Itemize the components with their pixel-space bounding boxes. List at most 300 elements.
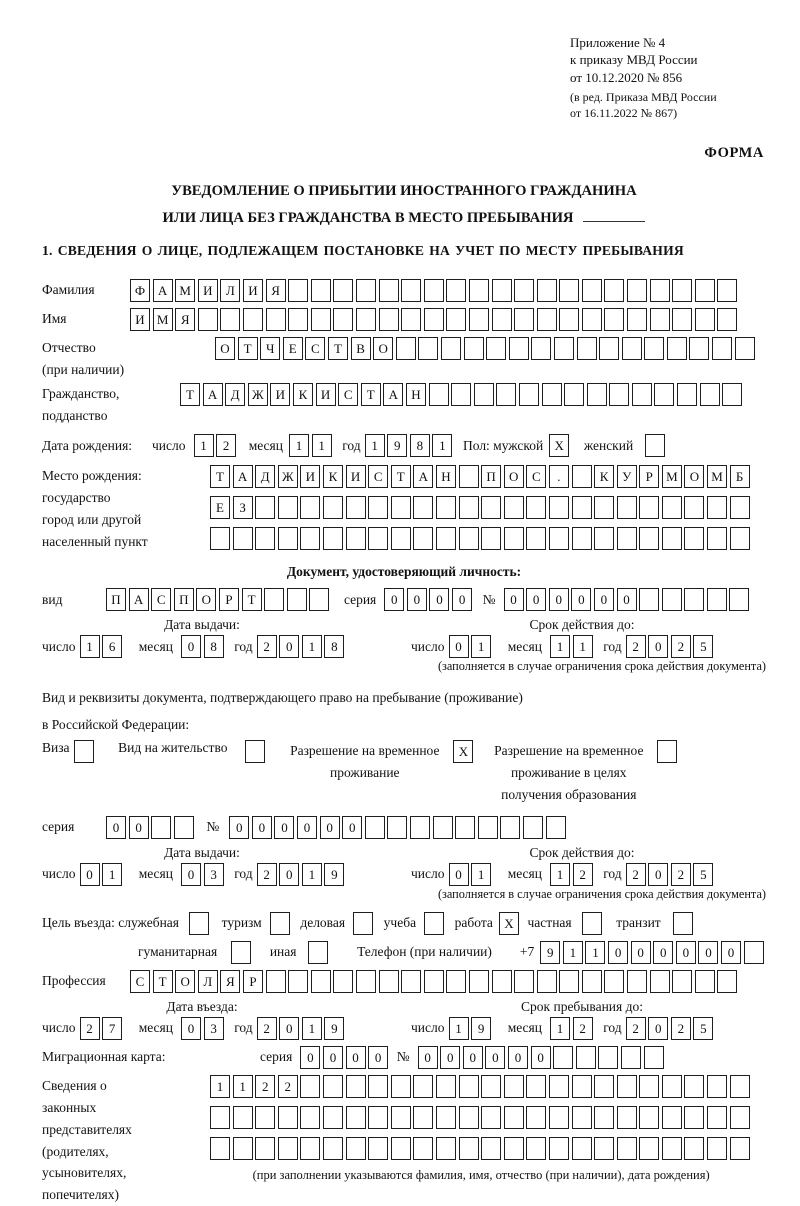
birth-day-boxes xyxy=(194,434,239,457)
form-cell: 1 xyxy=(471,863,491,886)
form-cell: 9 xyxy=(540,941,560,964)
form-cell xyxy=(735,337,755,360)
given-name-row xyxy=(42,308,766,331)
form-cell xyxy=(500,816,520,839)
permit-series-label: серия xyxy=(42,819,75,835)
form-cell: 9 xyxy=(471,1017,491,1040)
form-cell: У xyxy=(617,465,637,488)
form-cell xyxy=(504,1075,524,1098)
form-cell xyxy=(418,337,438,360)
form-cell: 0 xyxy=(449,863,469,886)
form-cell xyxy=(729,588,749,611)
form-cell xyxy=(617,1075,637,1098)
representatives-label: Сведения о законных представителях (родителях, усыновителях, попечителях) xyxy=(42,1077,132,1203)
form-cell xyxy=(684,1106,704,1129)
form-cell xyxy=(677,383,697,406)
sex-male-label: Пол: мужской xyxy=(463,437,544,453)
validity-note: (заполняется в случае ограничения срока действия документа) xyxy=(437,659,766,674)
form-cell xyxy=(379,308,399,331)
entry-year-boxes xyxy=(257,1017,347,1040)
birthplace-boxes-col xyxy=(210,465,752,558)
form-cell: 9 xyxy=(324,863,344,886)
form-cell: 1 xyxy=(365,434,385,457)
temp-permit-label: Разрешение на временное проживание xyxy=(290,743,440,781)
form-cell xyxy=(662,1106,682,1129)
form-cell xyxy=(514,279,534,302)
form-cell xyxy=(300,1106,320,1129)
form-cell xyxy=(492,279,512,302)
doc-kind-label: вид xyxy=(42,591,63,607)
form-cell xyxy=(639,588,659,611)
form-cell xyxy=(609,383,629,406)
valid-until-header: Срок действия до: xyxy=(529,844,635,860)
form-cell: 5 xyxy=(693,863,713,886)
form-cell xyxy=(587,383,607,406)
form-cell xyxy=(672,970,692,993)
form-cell xyxy=(255,1106,275,1129)
identity-doc-row xyxy=(42,588,766,611)
form-cell xyxy=(278,1137,298,1160)
form-cell xyxy=(478,816,498,839)
doc-number-boxes xyxy=(504,588,753,611)
form-cell xyxy=(572,1075,592,1098)
form-cell xyxy=(481,1075,501,1098)
form-cell: 8 xyxy=(324,635,344,658)
form-cell xyxy=(526,1137,546,1160)
appendix-line: к приказу МВД России xyxy=(570,52,698,68)
form-cell xyxy=(707,1137,727,1160)
form-cell xyxy=(278,496,298,519)
form-cell: 1 xyxy=(194,434,214,457)
form-cell: . xyxy=(549,465,569,488)
surname-row xyxy=(42,279,766,302)
surname-boxes xyxy=(130,279,740,302)
form-cell xyxy=(231,941,251,964)
form-cell: Р xyxy=(219,588,239,611)
form-cell xyxy=(346,496,366,519)
form-cell xyxy=(368,1075,388,1098)
birth-month-boxes xyxy=(289,434,334,457)
form-cell: О xyxy=(215,337,235,360)
form-cell xyxy=(531,337,551,360)
form-cell xyxy=(572,465,592,488)
permit-series-boxes xyxy=(106,816,196,839)
form-cell: 0 xyxy=(320,816,340,839)
form-cell: Ж xyxy=(248,383,268,406)
form-cell xyxy=(639,1106,659,1129)
purpose-label: Цель въезда: служебная xyxy=(42,915,179,931)
sex-male-checkbox xyxy=(549,434,572,457)
form-cell: 0 xyxy=(449,635,469,658)
form-cell: 0 xyxy=(274,816,294,839)
doc-dates-row xyxy=(42,635,766,658)
citizenship-boxes xyxy=(180,383,745,406)
visa-checkbox xyxy=(74,740,97,763)
form-cell xyxy=(707,527,727,550)
form-cell xyxy=(436,1106,456,1129)
form-cell: 0 xyxy=(508,1046,528,1069)
form-cell: Л xyxy=(198,970,218,993)
form-cell xyxy=(391,1106,411,1129)
stay-year-boxes xyxy=(626,1017,716,1040)
form-type-label: ФОРМА xyxy=(704,145,764,162)
residence-doc-paragraph: Вид и реквизиты документа, подтверждающего право на пребывание (проживание) в Российской Федерации: xyxy=(42,690,523,733)
form-cell xyxy=(396,337,416,360)
edu-permit-label: Разрешение на временное проживание в целях получения образования xyxy=(494,743,644,803)
form-cell xyxy=(233,1106,253,1129)
form-cell xyxy=(673,912,693,935)
form-cell xyxy=(210,1137,230,1160)
form-cell xyxy=(323,496,343,519)
form-cell: 1 xyxy=(102,863,122,886)
form-cell xyxy=(730,1106,750,1129)
form-cell xyxy=(446,308,466,331)
form-cell: Ч xyxy=(260,337,280,360)
form-cell: Ж xyxy=(278,465,298,488)
form-cell: В xyxy=(351,337,371,360)
form-cell: И xyxy=(130,308,150,331)
transit-label: транзит xyxy=(616,915,661,931)
form-cell: 0 xyxy=(106,816,126,839)
form-cell xyxy=(639,1075,659,1098)
form-cell: 0 xyxy=(452,588,472,611)
day-label: число xyxy=(42,638,76,654)
form-cell: 0 xyxy=(80,863,100,886)
doc-issue-year-boxes xyxy=(257,635,347,658)
form-cell xyxy=(356,308,376,331)
doc-dates-headers xyxy=(42,617,766,633)
form-cell xyxy=(365,816,385,839)
form-cell xyxy=(712,337,732,360)
entry-dates-headers xyxy=(42,999,766,1015)
form-cell xyxy=(650,279,670,302)
form-cell: 0 xyxy=(648,635,668,658)
form-cell: О xyxy=(373,337,393,360)
form-cell xyxy=(323,1137,343,1160)
valid-until-header: Срок действия до: xyxy=(529,617,635,633)
form-cell xyxy=(413,1137,433,1160)
form-cell xyxy=(559,308,579,331)
form-cell: 0 xyxy=(504,588,524,611)
purpose-tourism-checkbox xyxy=(270,912,293,935)
phone-label: Телефон (при наличии) xyxy=(357,944,492,960)
form-cell xyxy=(356,279,376,302)
form-cell xyxy=(308,941,328,964)
permit-dates-row xyxy=(42,863,766,886)
form-cell xyxy=(311,308,331,331)
form-cell: 0 xyxy=(279,635,299,658)
form-cell xyxy=(413,496,433,519)
form-cell xyxy=(730,1137,750,1160)
form-cell xyxy=(576,1046,596,1069)
form-title xyxy=(42,178,766,231)
form-cell xyxy=(549,527,569,550)
form-cell: 2 xyxy=(278,1075,298,1098)
form-cell: 2 xyxy=(80,1017,100,1040)
purpose-official-checkbox xyxy=(189,912,212,935)
purpose-humanitarian-checkbox xyxy=(231,941,254,964)
form-cell xyxy=(346,527,366,550)
form-cell xyxy=(523,816,543,839)
form-cell: 9 xyxy=(324,1017,344,1040)
visa-label: Виза xyxy=(42,740,70,756)
form-cell: З xyxy=(233,496,253,519)
entry-date-header: Дата въезда: xyxy=(166,998,238,1014)
patronymic-row xyxy=(42,337,766,381)
form-cell xyxy=(662,527,682,550)
form-cell: 0 xyxy=(346,1046,366,1069)
form-cell: Я xyxy=(220,970,240,993)
form-cell xyxy=(486,337,506,360)
sex-female-checkbox xyxy=(645,434,668,457)
edu-permit-checkbox xyxy=(657,740,680,763)
form-cell xyxy=(481,527,501,550)
form-cell: О xyxy=(504,465,524,488)
form-cell xyxy=(504,1137,524,1160)
form-cell: 1 xyxy=(550,1017,570,1040)
form-cell xyxy=(662,1137,682,1160)
tourism-label: туризм xyxy=(221,915,262,931)
form-cell: 8 xyxy=(204,635,224,658)
month-label: месяц xyxy=(507,866,542,882)
doc-kind-boxes xyxy=(106,588,332,611)
form-cell xyxy=(410,816,430,839)
purpose-study-checkbox xyxy=(424,912,447,935)
form-cell: X xyxy=(549,434,569,457)
form-cell: Я xyxy=(266,279,286,302)
form-cell: М xyxy=(175,279,195,302)
form-cell xyxy=(368,496,388,519)
purpose-work-checkbox xyxy=(499,912,522,935)
form-cell xyxy=(599,337,619,360)
month-label: месяц xyxy=(507,1020,542,1036)
form-cell xyxy=(662,496,682,519)
entry-day-boxes xyxy=(80,1017,125,1040)
form-cell: К xyxy=(594,465,614,488)
form-cell xyxy=(492,970,512,993)
form-cell: С xyxy=(368,465,388,488)
form-cell: 0 xyxy=(617,588,637,611)
form-cell: 0 xyxy=(279,863,299,886)
form-cell xyxy=(333,308,353,331)
form-cell: И xyxy=(270,383,290,406)
form-cell xyxy=(413,527,433,550)
form-cell xyxy=(707,1075,727,1098)
residence-permit-label: Вид на жительство xyxy=(118,740,228,756)
form-cell xyxy=(379,970,399,993)
form-cell: 5 xyxy=(693,1017,713,1040)
purpose-transit-checkbox xyxy=(673,912,696,935)
form-cell xyxy=(594,1137,614,1160)
form-cell: 3 xyxy=(204,863,224,886)
form-cell xyxy=(245,740,265,763)
form-cell xyxy=(278,527,298,550)
form-cell: 0 xyxy=(279,1017,299,1040)
form-cell xyxy=(632,383,652,406)
form-cell: 2 xyxy=(573,863,593,886)
form-cell: 1 xyxy=(471,635,491,658)
form-cell xyxy=(604,970,624,993)
mig-number-label: № xyxy=(396,1049,410,1065)
appendix-line: от 10.12.2020 № 856 xyxy=(570,69,683,85)
form-cell: К xyxy=(323,465,343,488)
form-cell xyxy=(559,970,579,993)
birth-date-label: Дата рождения: xyxy=(42,437,133,453)
form-cell: К xyxy=(293,383,313,406)
form-cell: И xyxy=(316,383,336,406)
permit-number-label: № xyxy=(206,819,220,835)
form-cell xyxy=(707,496,727,519)
doc-issue-day-boxes xyxy=(80,635,125,658)
migration-card-row xyxy=(42,1046,766,1069)
form-cell: 1 xyxy=(550,863,570,886)
form-cell xyxy=(151,816,171,839)
form-cell: 0 xyxy=(698,941,718,964)
form-cell xyxy=(270,912,290,935)
permits-row xyxy=(42,740,766,806)
form-cell xyxy=(504,496,524,519)
form-cell xyxy=(446,970,466,993)
form-cell: Т xyxy=(153,970,173,993)
form-cell xyxy=(717,279,737,302)
permit-issue-month-boxes xyxy=(181,863,226,886)
form-cell xyxy=(617,527,637,550)
given-name-boxes xyxy=(130,308,740,331)
form-cell xyxy=(323,527,343,550)
form-cell xyxy=(617,496,637,519)
form-cell xyxy=(233,527,253,550)
form-cell: А xyxy=(383,383,403,406)
profession-row xyxy=(42,970,766,993)
form-cell: Д xyxy=(225,383,245,406)
form-cell xyxy=(662,1075,682,1098)
permit-dates-headers xyxy=(42,845,766,861)
form-cell xyxy=(537,279,557,302)
form-cell: А xyxy=(129,588,149,611)
form-cell: П xyxy=(481,465,501,488)
identity-doc-heading: Документ, удостоверяющий личность: xyxy=(286,564,522,580)
purpose-other-checkbox xyxy=(308,941,331,964)
form-cell xyxy=(598,1046,618,1069)
form-cell xyxy=(549,1137,569,1160)
form-cell xyxy=(707,1106,727,1129)
form-cell: А xyxy=(203,383,223,406)
permit-issue-year-boxes xyxy=(257,863,347,886)
day-label: число xyxy=(411,638,445,654)
form-cell: Д xyxy=(255,465,275,488)
form-cell: 6 xyxy=(102,635,122,658)
form-cell xyxy=(537,308,557,331)
form-cell: 1 xyxy=(302,635,322,658)
residence-permit-checkbox xyxy=(245,740,268,763)
study-label: учеба xyxy=(383,915,417,931)
form-cell: Б xyxy=(730,465,750,488)
form-cell xyxy=(689,337,709,360)
form-cell xyxy=(413,1106,433,1129)
form-cell: 1 xyxy=(210,1075,230,1098)
temp-permit-checkbox xyxy=(453,740,476,763)
form-title-line2: ИЛИ ЛИЦА БЕЗ ГРАЖДАНСТВА В МЕСТО ПРЕБЫВАНИЯ xyxy=(42,205,766,231)
form-cell xyxy=(459,527,479,550)
form-cell: О xyxy=(175,970,195,993)
form-cell: И xyxy=(198,279,218,302)
purpose-business-checkbox xyxy=(353,912,376,935)
patronymic-label: Отчество (при наличии) xyxy=(42,339,125,377)
stay-day-boxes xyxy=(449,1017,494,1040)
form-cell xyxy=(695,970,715,993)
form-cell xyxy=(469,308,489,331)
form-cell: Р xyxy=(243,970,263,993)
form-cell: А xyxy=(153,279,173,302)
form-cell xyxy=(474,383,494,406)
phone-boxes xyxy=(540,941,766,964)
form-cell xyxy=(368,1137,388,1160)
stay-month-boxes xyxy=(550,1017,595,1040)
migration-card-label: Миграционная карта: xyxy=(42,1049,166,1065)
form-cell xyxy=(650,308,670,331)
form-cell: 2 xyxy=(626,1017,646,1040)
form-cell: 1 xyxy=(302,863,322,886)
form-cell xyxy=(391,496,411,519)
day-label: число xyxy=(411,1020,445,1036)
form-cell xyxy=(459,1106,479,1129)
form-cell xyxy=(542,383,562,406)
form-cell: 1 xyxy=(289,434,309,457)
form-cell xyxy=(436,527,456,550)
form-cell xyxy=(424,970,444,993)
form-cell xyxy=(459,465,479,488)
form-cell: С xyxy=(338,383,358,406)
form-cell xyxy=(559,279,579,302)
day-label: число xyxy=(411,866,445,882)
form-cell xyxy=(617,1137,637,1160)
form-cell xyxy=(549,496,569,519)
year-label: год xyxy=(234,1020,253,1036)
form-cell: X xyxy=(499,912,519,935)
form-cell: X xyxy=(453,740,473,763)
citizenship-label: Гражданство, подданство xyxy=(42,385,120,423)
form-cell xyxy=(459,1137,479,1160)
issue-date-header: Дата выдачи: xyxy=(164,844,240,860)
purpose-row2 xyxy=(42,941,766,964)
purpose-private-checkbox xyxy=(582,912,605,935)
form-cell xyxy=(621,1046,641,1069)
form-cell: 1 xyxy=(585,941,605,964)
form-cell: 0 xyxy=(368,1046,388,1069)
form-cell: 0 xyxy=(323,1046,343,1069)
sex-female-label: женский xyxy=(583,437,634,453)
form-cell: П xyxy=(106,588,126,611)
form-cell xyxy=(436,1137,456,1160)
form-cell xyxy=(572,496,592,519)
form-cell xyxy=(401,279,421,302)
form-cell: М xyxy=(662,465,682,488)
year-label: год xyxy=(603,1020,622,1036)
form-cell: 0 xyxy=(252,816,272,839)
form-cell xyxy=(672,308,692,331)
form-cell xyxy=(210,527,230,550)
form-cell: П xyxy=(174,588,194,611)
form-cell xyxy=(549,1106,569,1129)
form-cell xyxy=(243,308,263,331)
form-cell xyxy=(455,816,475,839)
form-cell xyxy=(617,1106,637,1129)
day-label: число xyxy=(42,866,76,882)
form-cell xyxy=(695,279,715,302)
doc-valid-month-boxes xyxy=(550,635,595,658)
form-cell xyxy=(604,279,624,302)
form-cell xyxy=(582,279,602,302)
